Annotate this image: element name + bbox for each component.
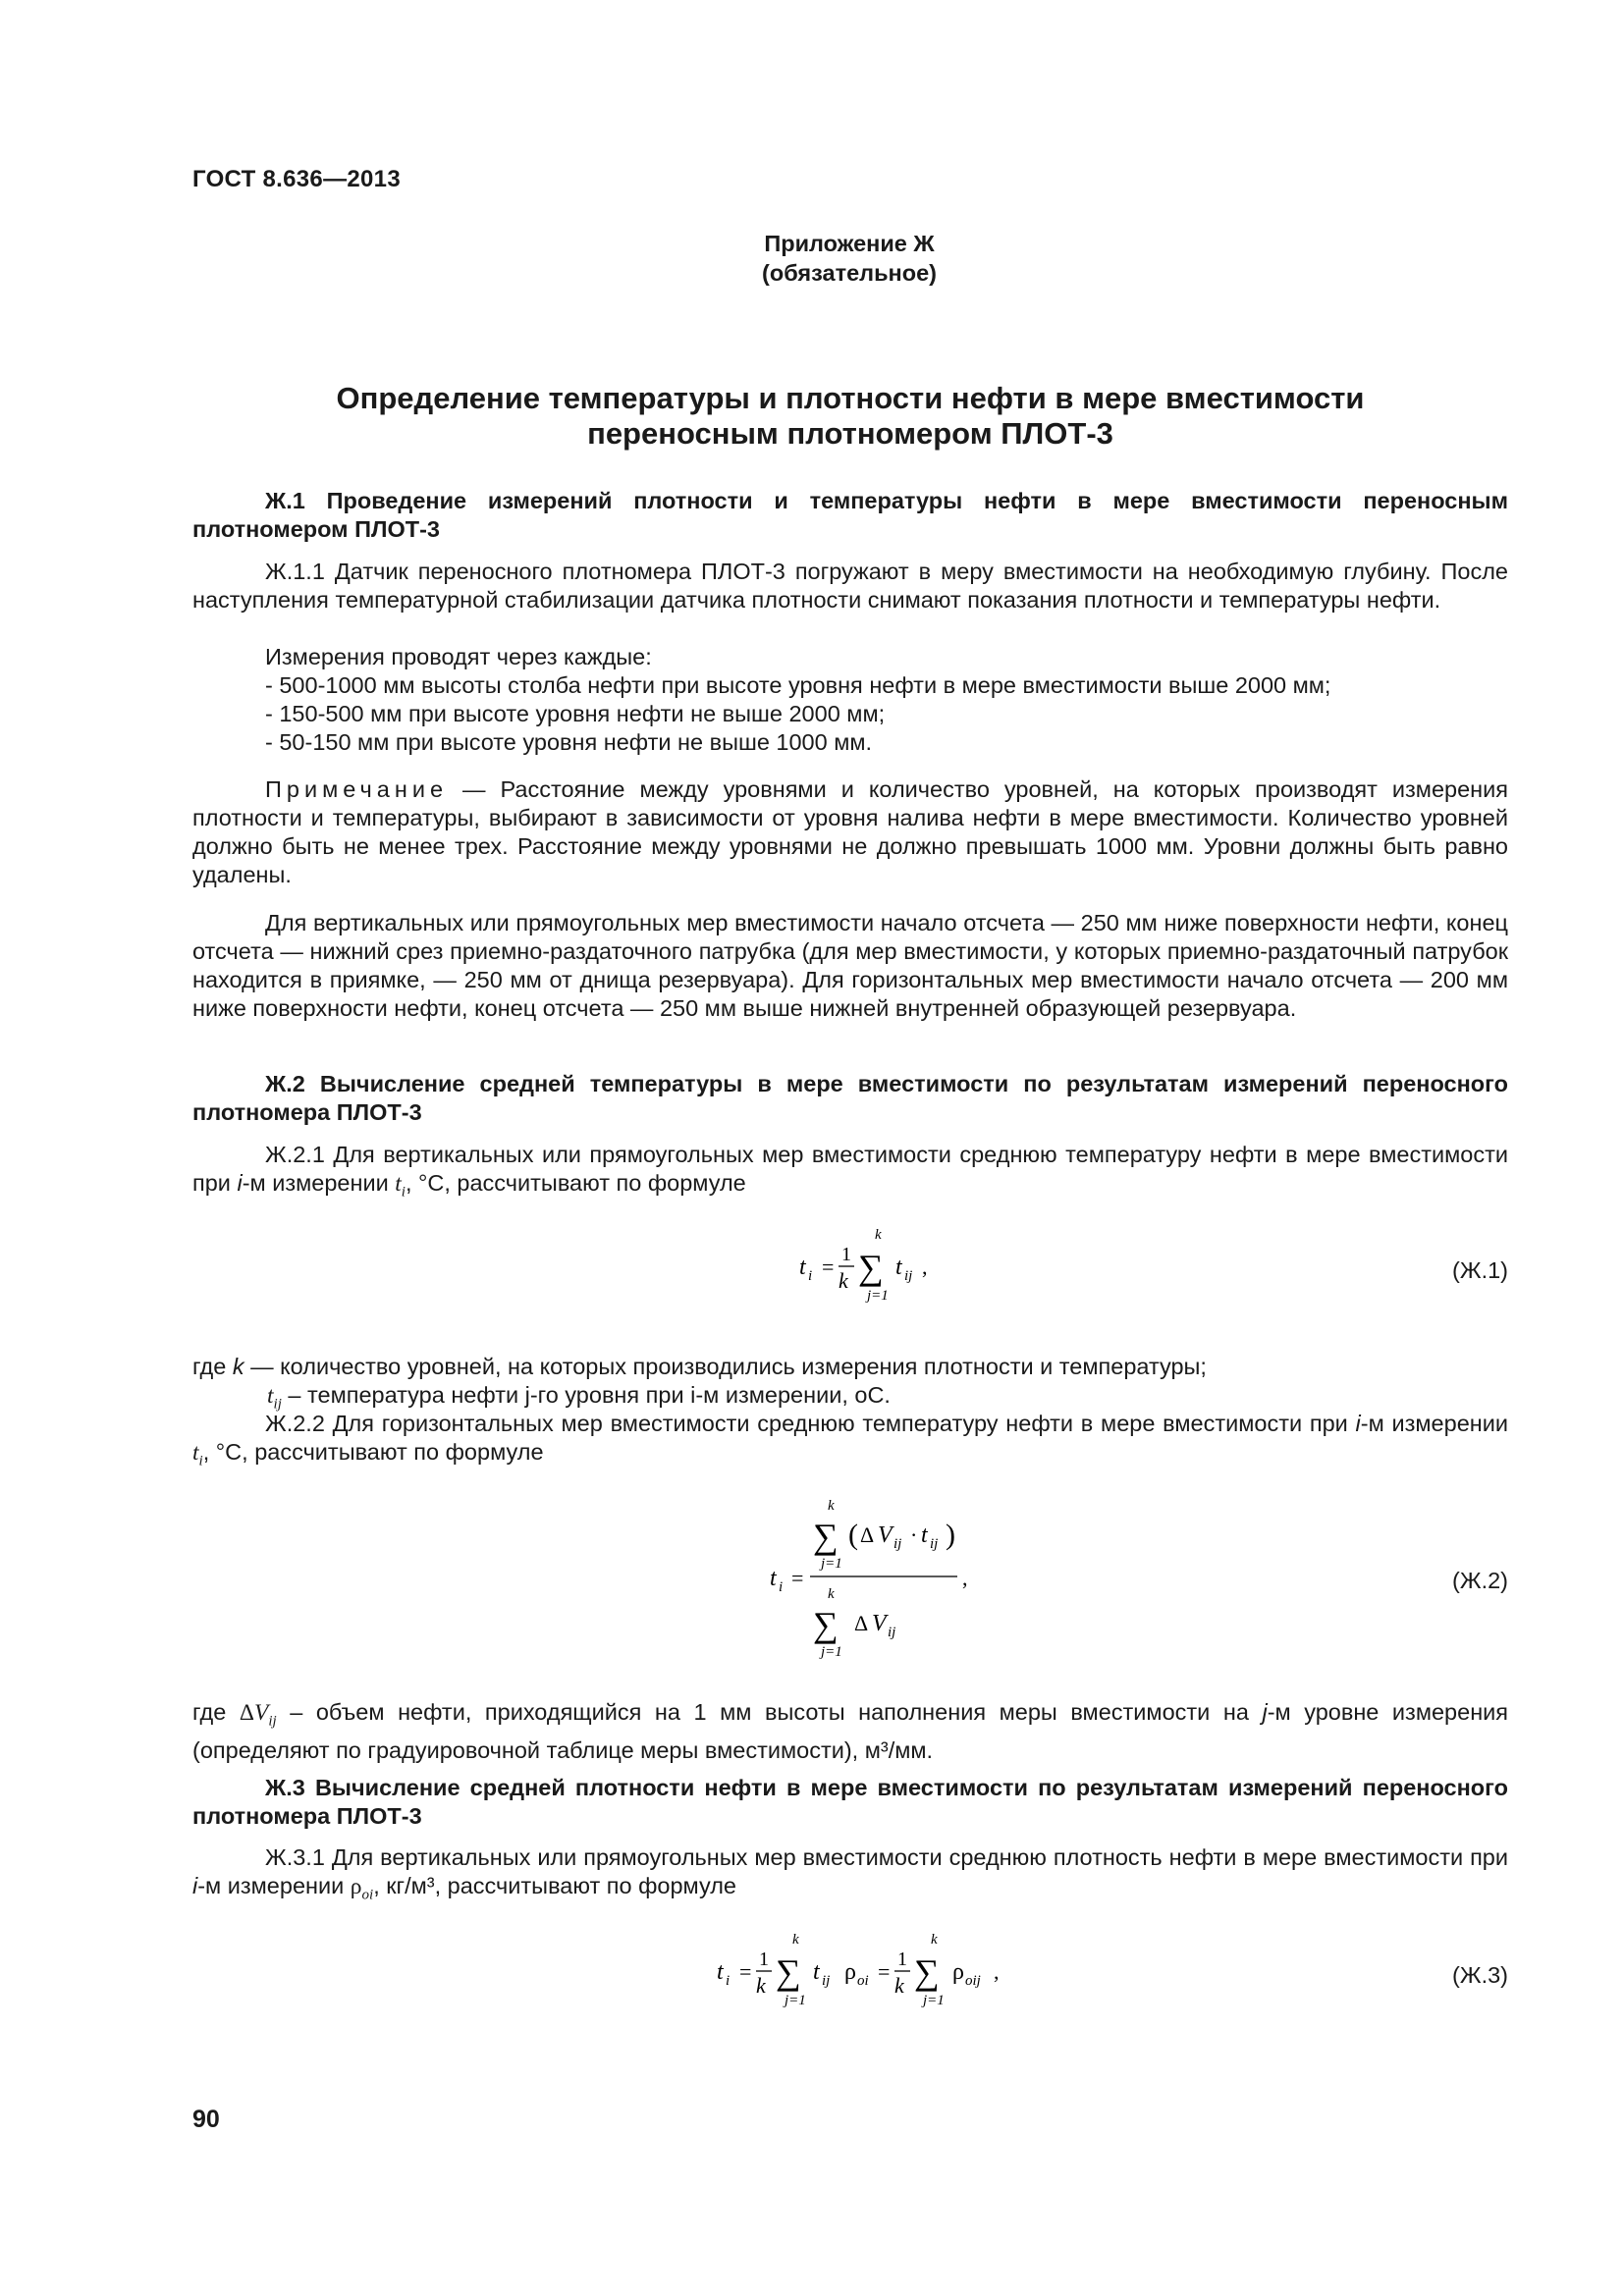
note-text: — Расстояние между уровнями и количество уровней, на которых производят измерения плотности и температуры, выбирают в зависимости от уровня налива нефти в мере вместимости. Количество уровней должно быть не менее трех. Расстояние между уровнями не должно превышать 1000 мм. Уровни должны быть равно удалены.: [192, 776, 1508, 887]
svg-text:=: =: [822, 1255, 835, 1279]
svg-text:t: t: [895, 1255, 902, 1280]
where-k: где k — количество уровней, на которых производились измерения плотности и температуры;: [192, 1354, 1207, 1379]
svg-text:,: ,: [994, 1959, 1000, 1984]
summation-sign: ∑: [813, 1605, 839, 1644]
svg-text:ij: ij: [930, 1536, 939, 1552]
svg-text:i: i: [726, 1973, 731, 1989]
note-paragraph: [192, 775, 1508, 889]
svg-text:k: k: [931, 1932, 938, 1948]
svg-text:t: t: [921, 1522, 928, 1548]
page-number: 90: [192, 2106, 220, 2133]
equation-number: (Ж.2): [1452, 1568, 1508, 1593]
svg-text:ij: ij: [822, 1973, 831, 1989]
svg-text:t: t: [717, 1959, 724, 1985]
svg-text:k: k: [894, 1973, 904, 1998]
list-item: - 500-1000 мм высоты столба нефти при высоте уровня нефти в мере вместимости выше 2000 мм;: [265, 672, 1331, 698]
fraction-numerator: 1: [841, 1244, 851, 1265]
formula-zh2: [756, 1487, 982, 1664]
svg-text:,: ,: [922, 1255, 928, 1279]
svg-text:V: V: [878, 1522, 893, 1548]
svg-text:,: ,: [962, 1566, 968, 1590]
summation-sign: ∑: [776, 1952, 801, 1992]
summation-sign: ∑: [858, 1248, 884, 1287]
svg-text:=: =: [739, 1959, 752, 1984]
svg-text:i: i: [808, 1268, 813, 1284]
svg-text:k: k: [828, 1586, 835, 1602]
svg-text:ρ: ρ: [952, 1959, 964, 1985]
svg-text:k: k: [839, 1268, 848, 1293]
svg-text:j=1: j=1: [923, 1993, 945, 2008]
section-1-heading: Ж.1 Проведение измерений плотности и температуры нефти в мере вместимости переносным плотномером ПЛОТ-3: [192, 488, 1508, 542]
svg-text:t: t: [770, 1566, 777, 1591]
svg-text:oi: oi: [857, 1973, 869, 1989]
summation-sign: ∑: [914, 1952, 940, 1992]
equation-number: (Ж.1): [1452, 1257, 1508, 1283]
paragraph-1-1: Ж.1.1 Датчик переносного плотномера ПЛОТ-3 погружают в меру вместимости на необходимую глубину. После наступления температурной стабилизации датчика плотности снимают показания плотности и температуры нефти.: [192, 559, 1508, 613]
svg-text:1: 1: [759, 1949, 769, 1970]
svg-text:j=1: j=1: [821, 1556, 842, 1572]
paragraph-measure-intervals: Измерения проводят через каждые:: [265, 644, 652, 669]
svg-text:ρ: ρ: [844, 1959, 856, 1985]
title-line-1: Определение температуры и плотности нефти в мере вместимости: [336, 381, 1365, 415]
svg-text:k: k: [756, 1973, 766, 1998]
svg-text:j=1: j=1: [821, 1644, 842, 1660]
where-t-ij: $t_{ij}$ – температура нефти j-го уровня при i-м измерении, oС.: [267, 1382, 891, 1413]
svg-text:Δ: Δ: [854, 1611, 869, 1635]
svg-text:): ): [946, 1519, 955, 1551]
svg-text:j=1: j=1: [867, 1288, 889, 1304]
svg-text:k: k: [792, 1932, 799, 1948]
paragraph-reference-points: Для вертикальных или прямоугольных мер вместимости начало отсчета — 250 мм ниже поверхности нефти, конец отсчета — нижний срез приемно-раздаточного патрубка (для мер вместимости, у которых приемно-раздаточный патрубок находится в приямке, — 250 мм от днища резервуара). Для горизонтальных мер вместимости начало отсчета — 200 мм ниже поверхности нефти, конец отсчета — 250 мм выше нижней внутренней образующей резервуара.: [192, 910, 1508, 1021]
svg-text:ij: ij: [904, 1268, 913, 1284]
svg-text:k: k: [828, 1498, 835, 1514]
inline-rho-oi: $\rho_{oi}$: [350, 1874, 374, 1903]
formula-zh1: [776, 1217, 952, 1315]
svg-text:j=1: j=1: [785, 1993, 806, 2008]
title-line-2: переносным плотномером ПЛОТ-3: [587, 416, 1113, 451]
note-label: Примечание: [265, 776, 449, 802]
appendix-label: Приложение Ж: [764, 231, 935, 256]
formula-t: t: [799, 1255, 806, 1280]
section-3-heading: Ж.3 Вычисление средней плотности нефти в мере вместимости по результатам измерений переносного плотномера ПЛОТ-3: [192, 1775, 1508, 1829]
standard-header: ГОСТ 8.636—2013: [192, 166, 401, 192]
svg-text:ij: ij: [893, 1536, 902, 1552]
page-title: [192, 381, 1508, 452]
equation-number: (Ж.3): [1452, 1962, 1508, 1988]
svg-text:i: i: [779, 1579, 784, 1595]
svg-text:k: k: [875, 1227, 882, 1243]
inline-t-i: $t_i$: [395, 1171, 406, 1201]
paragraph-2-1: Ж.2.1 Для вертикальных или прямоугольных мер вместимости среднюю температуру нефти в мере вместимости при i-м измерении $t_i$, °С, рассчитывают по формуле: [192, 1142, 1508, 1201]
svg-text:1: 1: [897, 1949, 907, 1970]
svg-text:ij: ij: [888, 1625, 896, 1640]
svg-text:(: (: [848, 1519, 858, 1551]
svg-text:=: =: [878, 1959, 891, 1984]
svg-text:=: =: [791, 1566, 804, 1590]
inline-t-i: $t_i$: [192, 1440, 203, 1469]
paragraph-2-2: Ж.2.2 Для горизонтальных мер вместимости среднюю температуру нефти в мере вместимости при i-м измерении $t_i$, °С, рассчитывают по формуле: [192, 1411, 1508, 1469]
svg-text:t: t: [813, 1959, 820, 1985]
appendix-status: (обязательное): [762, 260, 937, 286]
svg-text:oij: oij: [965, 1973, 981, 1989]
list-item: - 150-500 мм при высоте уровня нефти не выше 2000 мм;: [265, 701, 886, 726]
svg-text:Δ: Δ: [860, 1522, 875, 1547]
where-delta-v: где $\Delta V_{ij}$ – объем нефти, приходящийся на 1 мм высоты наполнения меры вместимости на j-м уровне измерения (определяют по градуировочной таблице меры вместимости), м³/мм.: [192, 1699, 1509, 1763]
summation-sign: ∑: [813, 1517, 839, 1556]
formula-zh3: [697, 1922, 1031, 2020]
paragraph-3-1: Ж.3.1 Для вертикальных или прямоугольных мер вместимости среднюю плотность нефти в мере вместимости при i-м измерении $\rho_{oi}$, кг/м³, рассчитывают по формуле: [192, 1844, 1508, 1903]
svg-text:·: ·: [910, 1522, 918, 1547]
section-2-heading: Ж.2 Вычисление средней температуры в мере вместимости по результатам измерений переносного плотномера ПЛОТ-3: [192, 1071, 1508, 1125]
svg-text:V: V: [872, 1611, 887, 1636]
list-item: - 50-150 мм при высоте уровня нефти не выше 1000 мм.: [265, 729, 873, 755]
